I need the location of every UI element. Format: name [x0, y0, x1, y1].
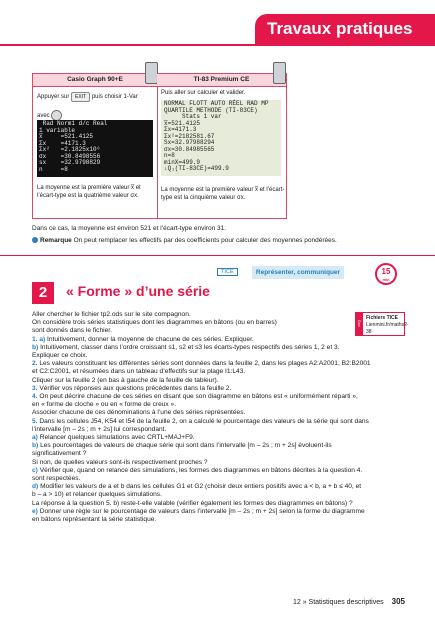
remark: Remarque On peut remplacer les effectifs par des coefficients pour calculer des moyennes pondérées.	[32, 236, 337, 245]
casio-caption: La moyenne est la première valeur x̅ et l’écart-type est la quatrième valeur σx.	[37, 185, 141, 199]
casio-column	[33, 74, 158, 218]
body-line: b) Les pourcentages de valeurs de chaque série qui sont dans l’intervalle [m – 2s ; m + 2s] évoluent-ils	[32, 442, 332, 450]
ti-heading: TI-83 Premium CE	[157, 74, 286, 87]
body-line: Expliquer ce choix.	[32, 352, 88, 360]
conclusion: Dans ce cas, la moyenne est environ 521 et l’écart-type environ 31.	[32, 225, 227, 232]
clock-icon: 15 min	[375, 263, 397, 285]
question-number: 4.	[32, 393, 38, 401]
body-line: 1. a) Intuitivement, donner la moyenne de chacune de ces séries. Expliquer.	[32, 335, 254, 343]
body-line: Associer chacune de ces dénominations à l’une des séries représentées.	[32, 409, 246, 417]
exit-key-icon: EXIT	[71, 92, 90, 102]
body-line: en « forme de cloche » ou en « forme de creux ».	[32, 401, 177, 409]
ti-caption: La moyenne est la première valeur x̅ et l’écart-type est la cinquième valeur σx.	[161, 187, 285, 201]
question-number: e)	[32, 507, 38, 515]
ti-screen: NORMAL FLOTT AUTO RÉEL RAD MP QUARTILE METHODE (TI-83CE) Stats 1 var x̅=521.4125 Σx=4171.3 Σx²=2182581.67 Sx=32.97988294 σx=30.84985565 n=8 minX=499.9 ↓Q₁(TI-83CE)=499.9	[161, 100, 281, 176]
body-line: On considère trois séries statistiques dont les diagrammes en bâtons (ou en barres)	[32, 319, 277, 327]
body-line: 3. Vérifier vos réponses aux questions précédentes dans la feuille 2.	[32, 384, 232, 392]
question-number: 3.	[32, 384, 38, 392]
question-number: b)	[32, 442, 39, 450]
question-number: 1. a)	[32, 335, 46, 343]
section-banner: Travaux pratiques	[255, 14, 435, 44]
body-line: sont respectées.	[32, 475, 81, 483]
chapter-label: 12 » Statistiques descriptives	[292, 599, 384, 606]
question-number: 2.	[32, 360, 38, 368]
body-line: 4. On peut décrire chacune de ces séries en disant que son diagramme en bâtons est « uniformément réparti »,	[32, 393, 358, 401]
body-line: b – a > 10) et relancer quelques simulations.	[32, 491, 162, 499]
body-line: 2. Les valeurs constituant les différentes séries sont données dans la feuille 2, dans les plages A2:A2001, B2:B2001	[32, 360, 371, 368]
body-line: significativement ?	[32, 450, 87, 458]
body-line: e) Donner une règle sur le pourcentage de valeurs dans l’intervalle [m – 2s ; m + 2s] selon la forme du diagramme	[32, 507, 365, 515]
body-line: en bâtons représentant la série statistique.	[32, 516, 157, 524]
banner-rule	[0, 44, 435, 46]
files-tab: Doc	[356, 313, 363, 335]
page-footer	[293, 597, 405, 606]
question-number: b)	[32, 343, 39, 351]
exercise-body	[32, 311, 404, 524]
calculator-icon	[273, 62, 286, 84]
casio-heading: Casio Graph 90+E	[33, 74, 157, 87]
page-number: 305	[391, 597, 405, 606]
tice-files-link[interactable]: Doc Fichiers TICE Lienmini.fr/maths2-38	[355, 312, 405, 336]
casio-screen: Rad Norm1 d/c Real 1 variable x̅ =521.4125 Σx =4171.3 Σx² =2.1825x10⁶ σx =30.8498556 sx =32.9798829 n =8	[37, 120, 153, 177]
exercise-title: « Forme » d’une série	[66, 283, 210, 299]
tice-badge: TICE	[217, 268, 238, 276]
body-line: Cliquer sur la feuille 2 (en bas à gauche de la feuille de tableur).	[32, 376, 219, 384]
section-divider	[0, 255, 435, 256]
body-line: a) Relancer quelques simulations avec CRTL+MAJ+F9.	[32, 434, 195, 442]
body-line: La réponse à la question 5. b) reste-t-elle valable (vérifier également les formes des diagrammes en bâtons) ?	[32, 499, 353, 507]
ti-instruction: Puis aller sur calculer et valider.	[161, 90, 246, 96]
body-line: et C2:C2001, et résumées dans un tableau d’effectifs sur la plage I1:L43.	[32, 368, 246, 376]
question-number: d)	[32, 483, 39, 491]
body-line: 5. Dans les cellules J54, K54 et I54 de la feuille 2, on a calculé le pourcentage des valeurs de la série qui sont dans	[32, 417, 369, 425]
question-number: a)	[32, 434, 38, 442]
body-line: Si non, de quelles valeurs sont-ils respectivement proches ?	[32, 458, 208, 466]
body-line: c) Vérifier que, quand on relance des simulations, les formes des diagrammes en bâtons décrites à la question 4.	[32, 466, 363, 474]
calculator-box	[32, 73, 287, 219]
body-line: b) Intuitivement, classer dans l’ordre croissant s1, s2 et s3 les écarts-types respectifs des séries 1, 2 et 3.	[32, 343, 340, 351]
skill-badge: Représenter, communiquer	[252, 266, 344, 279]
remark-icon	[32, 237, 38, 243]
ti-column	[157, 74, 286, 218]
casio-instruction: Appuyer sur EXIT puis choisir 1-Var avec	[37, 94, 138, 120]
body-line: d) Modifier les valeurs de a et b dans les cellules G1 et G2 (choisir deux entiers positifs avec a < b, a + b ≤ 40, et	[32, 483, 362, 491]
body-line: l’intervalle [m – 2s ; m + 2s] lui correspondant.	[32, 425, 167, 433]
question-number: c)	[32, 466, 38, 474]
question-number: 5.	[32, 417, 38, 425]
exercise-number: 2	[32, 282, 54, 304]
body-line: sont donnés dans le fichier.	[32, 327, 112, 335]
body-line: Aller chercher le fichier tp2.ods sur le site compagnon.	[32, 311, 191, 318]
